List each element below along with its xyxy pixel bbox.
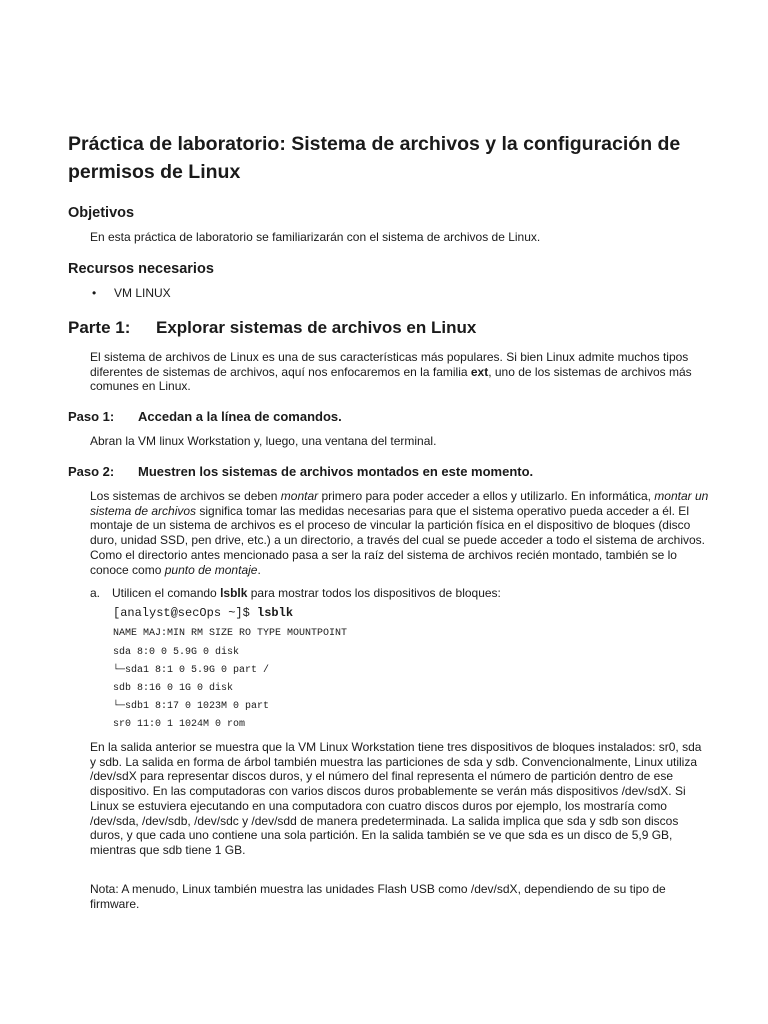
italic-run: montar un sistema de archivos bbox=[90, 489, 709, 518]
text-run: . bbox=[257, 562, 261, 577]
terminal-line: sda 8:0 0 5.9G 0 disk bbox=[113, 647, 240, 658]
list-letter: a. bbox=[90, 586, 101, 600]
list-item-a bbox=[90, 586, 501, 600]
part-heading bbox=[68, 318, 476, 338]
step-heading-1 bbox=[68, 409, 342, 424]
paso2-paragraph bbox=[90, 489, 710, 577]
objetivos-text: En esta práctica de laboratorio se familiarizarán con el sistema de archivos de Linux. bbox=[90, 230, 541, 244]
text-run: significa tomar las medidas necesarias para que el sistema operativo pueda acceder a él. El montaje de un sistema de archivos es el proceso de vincular la partición física en el dispositivo de bloques (disco duro, unidad SSD, pen drive, etc.) a un directorio, a través del cual se puede acceder a todo el sistema de archivos. Como el directorio antes mencionado pasa a ser la raíz del sistema de archivos recién montado, también se lo conoce como bbox=[90, 503, 706, 577]
part-number: Parte 1: bbox=[68, 318, 131, 337]
list-item-text: VM LINUX bbox=[114, 286, 171, 300]
terminal-line: └─sda1 8:1 0 5.9G 0 part / bbox=[113, 665, 270, 676]
intro-text-end: , uno de los sistemas de archivos más comunes en Linux. bbox=[90, 364, 692, 394]
terminal-line: NAME MAJ:MIN RM SIZE RO TYPE MOUNTPOINT bbox=[113, 628, 348, 639]
page-title: Práctica de laboratorio: Sistema de archivos y la configuración de permisos de Linux bbox=[68, 133, 681, 183]
prompt-text: [analyst@secOps ~]$ bbox=[113, 606, 258, 620]
italic-run: punto de montaje bbox=[164, 562, 258, 577]
terminal-line: sr0 11:0 1 1024M 0 rom bbox=[113, 719, 246, 730]
step-title: Muestren los sistemas de archivos montados en este momento. bbox=[138, 464, 534, 479]
text-run: para mostrar todos los dispositivos de bloques: bbox=[247, 586, 501, 600]
section-heading-recursos: Recursos necesarios bbox=[68, 261, 214, 277]
italic-run: montar bbox=[280, 489, 319, 503]
text-run: Utilicen el comando bbox=[112, 586, 221, 600]
terminal-prompt bbox=[113, 606, 293, 620]
text-run: primero para poder acceder a ellos y utilizarlo. En informática, bbox=[318, 489, 655, 503]
note-paragraph: Nota: A menudo, Linux también muestra las unidades Flash USB como /dev/sdX, dependiendo de su tipo de firmware. bbox=[90, 882, 666, 911]
text-run: Los sistemas de archivos se deben bbox=[90, 489, 281, 503]
step-number: Paso 2: bbox=[68, 464, 115, 479]
step-number: Paso 1: bbox=[68, 409, 115, 424]
command-name: lsblk bbox=[220, 586, 248, 600]
parte1-intro bbox=[90, 350, 710, 394]
list-item bbox=[92, 286, 171, 300]
step-heading-2 bbox=[68, 464, 533, 479]
bullet-icon: • bbox=[92, 286, 97, 300]
section-heading-objetivos: Objetivos bbox=[68, 205, 135, 221]
step-title: Accedan a la línea de comandos. bbox=[138, 409, 342, 424]
part-title: Explorar sistemas de archivos en Linux bbox=[156, 318, 477, 337]
paso1-text: Abran la VM linux Workstation y, luego, una ventana del terminal. bbox=[90, 434, 437, 448]
command-text: lsblk bbox=[257, 606, 294, 620]
terminal-line: └─sdb1 8:17 0 1023M 0 part bbox=[113, 701, 270, 712]
explanation-paragraph: En la salida anterior se muestra que la VM Linux Workstation tiene tres dispositivos de bloques instalados: sr0, sda y sdb. La salida en forma de árbol también muestra las particiones de sda y sdb. Convencionalmente, Linux utiliza /dev/sdX para representar discos duros, y el número del final representa el número de partición dentro de ese dispositivo. En las computadoras con varios discos duros probablemente se verán más dispositivos /dev/sdX. Si Linux se estuviera ejecutando en una computadora con cuatro discos duros por ejemplo, los mostraría como /dev/sda, /dev/sdb, /dev/sdc y /dev/sdd de manera predeterminada. La salida implica que sda y sdb son discos duros, y que cada uno contiene una sola partición. En la salida también se ve que sda es un disco de 5,9 GB, mientras que sdb tiene 1 GB. bbox=[90, 740, 702, 857]
terminal-line: sdb 8:16 0 1G 0 disk bbox=[113, 683, 234, 694]
intro-bold: ext bbox=[470, 364, 489, 379]
intro-text: El sistema de archivos de Linux es una de sus características más populares. Si bien Linux admite muchos tipos diferentes de sistemas de archivos, aquí nos enfocaremos en la familia bbox=[90, 350, 689, 379]
